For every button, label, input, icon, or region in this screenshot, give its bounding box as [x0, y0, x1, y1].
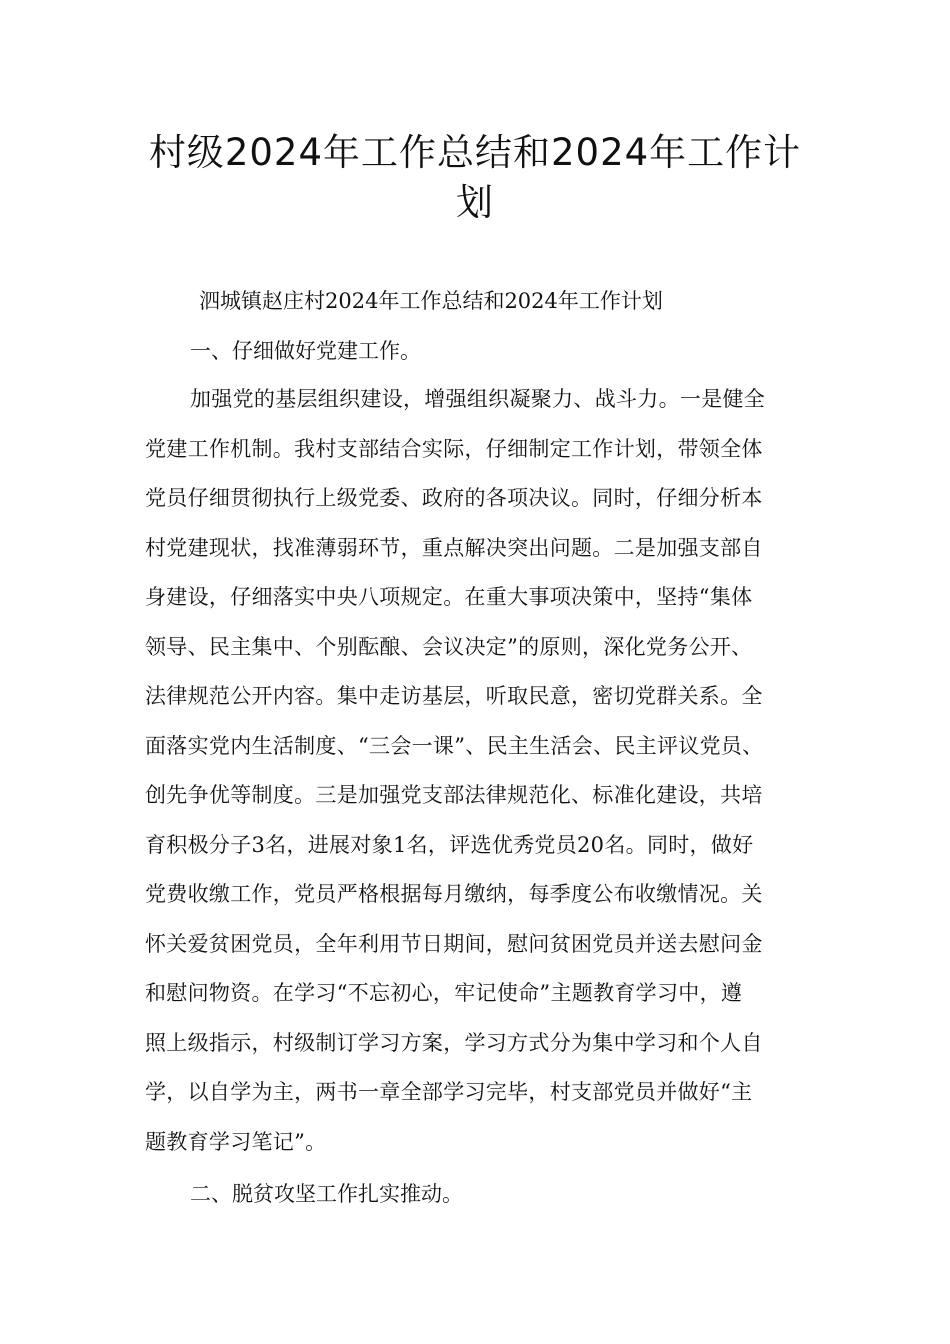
body-line: 和慰问物资。在学习“不忘初心，牢记使命”主题教育学习中，遵: [145, 981, 743, 1005]
section-1-heading: 一、仔细做好党建工作。: [190, 339, 421, 363]
body-line: 党员仔细贯彻执行上级党委、政府的各项决议。同时，仔细分析本: [145, 486, 763, 510]
body-line: 育积极分子3名，进展对象1名，评选优秀党员20名。同时，做好: [145, 832, 754, 857]
body-line: 怀关爱贫困党员，全年利用节日期间，慰问贫困党员并送去慰问金: [145, 931, 763, 956]
body-line: 题教育学习笔记”。: [145, 1129, 327, 1154]
body-line: 党建工作机制。我村支部结合实际，仔细制定工作计划，带领全体: [145, 436, 763, 461]
body-line: 法律规范公开内容。集中走访基层，听取民意，密切党群关系。全: [145, 684, 763, 708]
body-line: 身建设，仔细落实中央八项规定。在重大事项决策中，坚持“集体: [145, 585, 753, 609]
document-title-line-2: 划: [456, 181, 494, 224]
body-line: 学，以自学为主，两书一章全部学习完毕，村支部党员并做好“主: [145, 1080, 753, 1104]
body-line: 照上级指示，村级制订学习方案，学习方式分为集中学习和个人自: [145, 1030, 763, 1055]
document-subtitle: 泗城镇赵庄村2024年工作总结和2024年工作计划: [199, 289, 663, 313]
body-line: 面落实党内生活制度、“三会一课”、民主生活会、民主评议党员、: [145, 733, 764, 758]
section-2-heading: 二、脱贫攻坚工作扎实推动。: [190, 1182, 463, 1206]
body-line: 领导、民主集中、个别酝酿、会议决定”的原则，深化党务公开、: [145, 634, 753, 659]
body-line: 村党建现状，找准薄弱环节，重点解决突出问题。二是加强支部自: [145, 535, 763, 560]
document-title-line-1: 村级2024年工作总结和2024年工作计: [148, 131, 802, 174]
body-line: 加强党的基层组织建设，增强组织凝聚力、战斗力。一是健全: [190, 387, 766, 411]
body-line: 创先争优等制度。三是加强党支部法律规范化、标准化建设，共培: [145, 783, 763, 807]
section-1-body: [145, 382, 845, 1174]
body-line: 党费收缴工作，党员严格根据每月缴纳，每季度公布收缴情况。关: [145, 882, 763, 906]
document-title: [130, 128, 820, 228]
